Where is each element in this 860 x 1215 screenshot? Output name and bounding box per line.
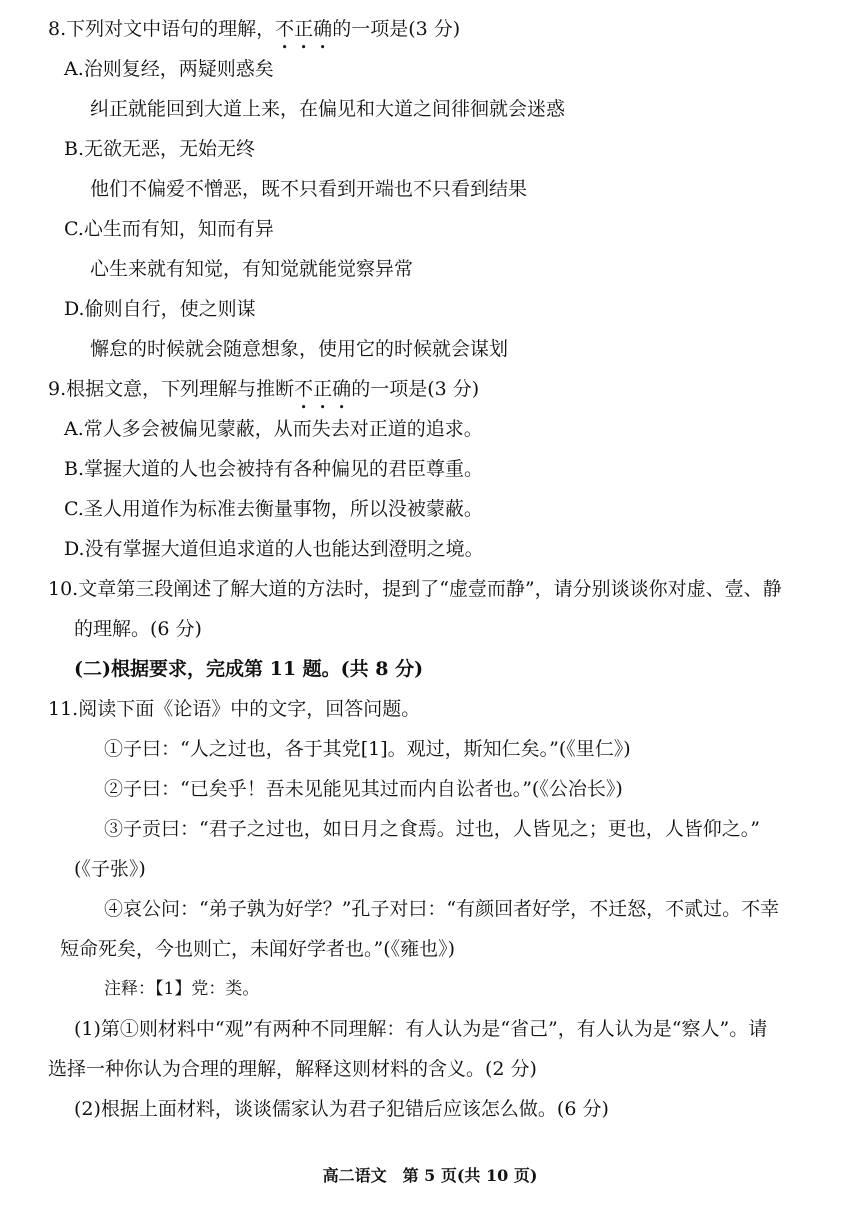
q8-option-d-explanation: 懈怠的时候就会随意想象，使用它的时候就会谋划 [90, 338, 509, 360]
page-footer: 高二语文 第 5 页(共 10 页) [322, 1166, 538, 1185]
annotation-note: 注释：【1】党：类。 [104, 979, 260, 999]
material-3: ③子贡曰：“君子之过也，如日月之食焉。过也，人皆见之；更也，人皆仰之。” [104, 818, 760, 840]
q8-option-b-explanation: 他们不偏爱不憎恶，既不只看到开端也不只看到结果 [90, 178, 528, 200]
emphasis-char: 确 [332, 378, 352, 400]
q8-option-a: A.治则复经，两疑则惑矣 [64, 58, 274, 80]
material-4: ④哀公问：“弟子孰为好学？”孔子对曰：“有颜回者好学，不迁怒，不贰过。不幸 [104, 898, 780, 920]
q8-option-c: C.心生而有知，知而有异 [64, 218, 274, 240]
question-10-line-2: 的理解。(6 分) [74, 618, 202, 640]
q9-option-b: B.掌握大道的人也会被持有各种偏见的君臣尊重。 [64, 458, 484, 480]
material-2: ②子曰：“已矣乎！吾未见能见其过而内自讼者也。”(《公冶长》) [104, 778, 623, 800]
emphasis-char: 确 [313, 18, 333, 40]
material-4-continued: 短命死矣，今也则亡，未闻好学者也。”(《雍也》) [60, 938, 456, 960]
q8-option-d: D.偷则自行，使之则谋 [64, 298, 256, 320]
emphasis-char: 正 [294, 18, 314, 40]
q9-option-a: A.常人多会被偏见蒙蔽，从而失去对正道的追求。 [64, 418, 483, 440]
emphasis-char: 不 [275, 18, 295, 40]
question-11-part-2: (2)根据上面材料，谈谈儒家认为君子犯错后应该怎么做。(6 分) [74, 1098, 609, 1120]
section-heading: (二)根据要求，完成第 11 题。(共 8 分) [74, 658, 424, 680]
question-10-line-1: 10.文章第三段阐述了解大道的方法时，提到了“虚壹而静”，请分别谈谈你对虚、壹、静 [48, 578, 782, 600]
material-3-source: (《子张》) [74, 858, 146, 880]
question-9-stem: 9.根据文意，下列理解与推断不正确的一项是(3 分) [48, 378, 480, 400]
emphasis-char: 不 [294, 378, 314, 400]
q8-option-c-explanation: 心生来就有知觉，有知觉就能觉察异常 [90, 258, 414, 280]
q9-option-d: D.没有掌握大道但追求道的人也能达到澄明之境。 [64, 538, 484, 560]
material-1: ①子曰：“人之过也，各于其党[1]。观过，斯知仁矣。”(《里仁》) [104, 738, 631, 760]
question-8-stem: 8.下列对文中语句的理解，不正确的一项是(3 分) [48, 18, 461, 40]
question-11-stem: 11.阅读下面《论语》中的文字，回答问题。 [48, 698, 421, 720]
q9-option-c: C.圣人用道作为标准去衡量事物，所以没被蒙蔽。 [64, 498, 483, 520]
q8-option-a-explanation: 纠正就能回到大道上来，在偏见和大道之间徘徊就会迷惑 [90, 98, 566, 120]
question-11-part-1-line-1: (1)第①则材料中“观”有两种不同理解：有人认为是“省己”，有人认为是“察人”。请 [74, 1018, 768, 1040]
question-11-part-1-line-2: 选择一种你认为合理的理解，解释这则材料的含义。(2 分) [48, 1058, 537, 1080]
q8-option-b: B.无欲无恶，无始无终 [64, 138, 256, 160]
emphasis-char: 正 [313, 378, 333, 400]
